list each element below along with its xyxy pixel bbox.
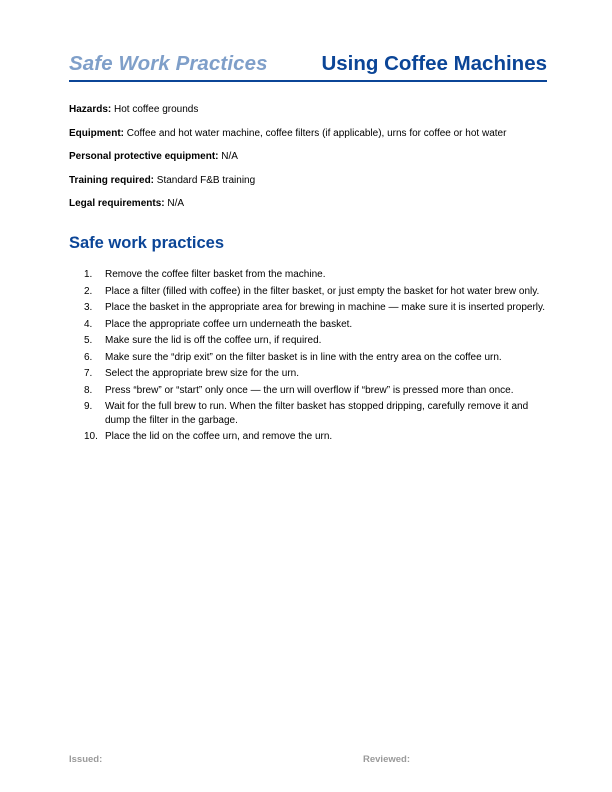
field-equipment [69,128,547,140]
list-item [84,400,547,427]
list-item [84,285,547,299]
step-text: Wait for the full brew to run. When the filter basket has stopped dripping, carefully remove it and dump the filter in the garbage. [105,401,529,426]
field-training [69,175,547,187]
step-text: Make sure the lid is off the coffee urn, if required. [105,335,322,346]
step-number: 1. [84,269,93,280]
steps-list [84,268,547,447]
list-item [84,351,547,365]
step-number: 2. [84,285,93,297]
field-label: Training required: [69,174,155,186]
document-header [69,52,547,80]
step-number: 5. [84,335,93,346]
field-ppe [69,151,547,163]
step-number: 10. [84,431,98,442]
list-item [84,334,547,348]
step-text: Place the basket in the appropriate area for brewing in machine — make sure it is inserted properly. [105,302,546,313]
step-text: Make sure the “drip exit” on the filter basket is in line with the entry area on the coffee urn. [105,351,502,363]
section-title: Safe work practices [69,234,224,252]
field-value: N/A [164,198,185,210]
step-text: Place a filter (filled with coffee) in the filter basket, or just empty the basket for hot water brew only. [105,285,540,297]
step-number: 8. [84,384,93,396]
step-number: 4. [84,318,93,330]
field-label: Personal protective equipment: [69,151,219,163]
list-item [84,430,547,444]
step-number: 3. [84,302,93,313]
list-item [84,318,547,332]
footer-reviewed-label: Reviewed: [363,754,410,765]
list-item [84,268,547,282]
step-text: Press “brew” or “start” only once — the urn will overflow if “brew” is pressed more than once. [105,384,514,396]
field-label: Legal requirements: [69,198,165,210]
field-value: Coffee and hot water machine, coffee filters (if applicable), urns for coffee or hot water [124,127,507,139]
field-value: Standard F&B training [154,174,256,186]
step-text: Select the appropriate brew size for the urn. [105,368,299,379]
header-category-title: Safe Work Practices [69,52,268,75]
step-text: Place the appropriate coffee urn underneath the basket. [105,318,353,330]
field-label: Equipment: [69,127,124,139]
step-text: Remove the coffee filter basket from the machine. [105,269,326,280]
list-item [84,367,547,381]
field-hazards [69,104,547,116]
header-document-title: Using Coffee Machines [321,52,547,75]
step-text: Place the lid on the coffee urn, and remove the urn. [105,431,333,442]
footer-issued-label: Issued: [69,754,103,765]
step-number: 7. [84,368,93,379]
field-value: N/A [218,151,238,163]
step-number: 6. [84,351,93,363]
list-item [84,384,547,398]
field-label: Hazards: [69,104,112,115]
header-divider [69,80,547,82]
field-value: Hot coffee grounds [111,104,199,115]
field-legal [69,198,547,210]
info-fields [69,104,547,222]
list-item [84,301,547,315]
step-number: 9. [84,401,93,412]
